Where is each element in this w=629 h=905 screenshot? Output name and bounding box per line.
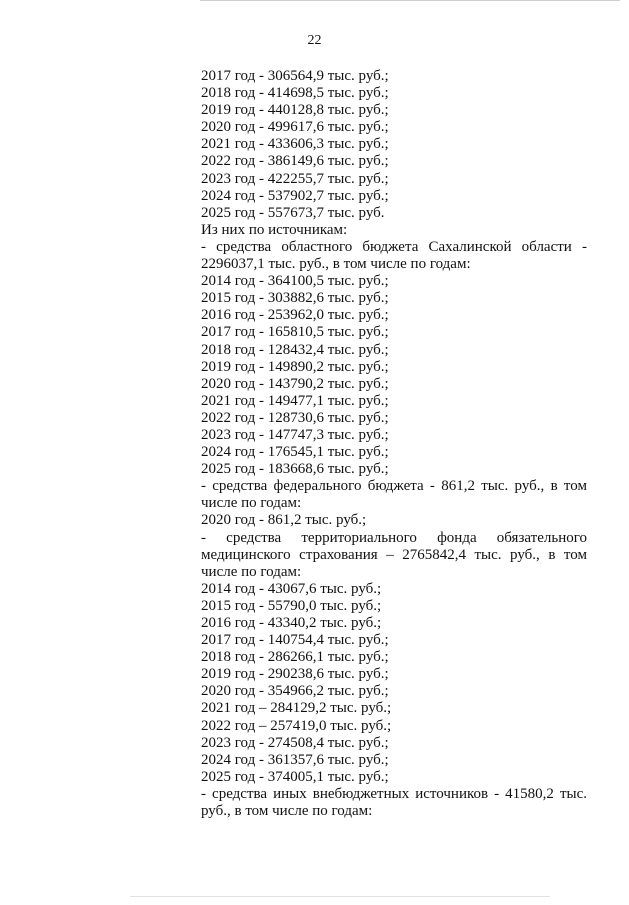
tfoms-years-list <box>201 581 587 786</box>
federal-years-list <box>201 512 587 529</box>
year-line: 2022 год - 386149,6 тыс. руб.; <box>201 153 389 170</box>
year-line: 2024 год - 361357,6 тыс. руб.; <box>201 751 389 768</box>
scan-edge-bottom <box>130 896 550 897</box>
regional-budget-paragraph: - средства областного бюджета Сахалинской области - 2296037,1 тыс. руб., в том числе по годам: <box>201 238 587 273</box>
year-line: 2019 год - 149890,2 тыс. руб.; <box>201 358 389 375</box>
year-line: 2019 год - 440128,8 тыс. руб.; <box>201 102 389 119</box>
year-line: 2021 год - 149477,1 тыс. руб.; <box>201 392 389 409</box>
year-line: 2015 год - 303882,6 тыс. руб.; <box>201 290 389 307</box>
year-line: 2014 год - 43067,6 тыс. руб.; <box>201 580 382 597</box>
year-line: 2021 год – 284129,2 тыс. руб.; <box>201 700 392 717</box>
year-line: 2020 год - 861,2 тыс. руб.; <box>201 512 367 529</box>
scan-edge-top <box>200 0 620 1</box>
year-line: 2023 год - 422255,7 тыс. руб.; <box>201 170 389 187</box>
year-line: 2016 год - 253962,0 тыс. руб.; <box>201 307 389 324</box>
year-line: 2022 год - 128730,6 тыс. руб.; <box>201 409 389 426</box>
year-line: 2017 год - 140754,4 тыс. руб.; <box>201 632 389 649</box>
year-line: 2020 год - 354966,2 тыс. руб.; <box>201 683 389 700</box>
year-line: 2024 год - 176545,1 тыс. руб.; <box>201 444 389 461</box>
year-line: 2018 год - 128432,4 тыс. руб.; <box>201 341 389 358</box>
year-line: 2025 год - 374005,1 тыс. руб.; <box>201 768 389 785</box>
year-line: 2018 год - 414698,5 тыс. руб.; <box>201 85 389 102</box>
year-line: 2021 год - 433606,3 тыс. руб.; <box>201 136 389 153</box>
year-line: 2019 год - 290238,6 тыс. руб.; <box>201 666 389 683</box>
year-line: 2018 год - 286266,1 тыс. руб.; <box>201 649 389 666</box>
year-line: 2022 год – 257419,0 тыс. руб.; <box>201 717 392 734</box>
year-line: 2025 год - 183668,6 тыс. руб.; <box>201 461 389 478</box>
year-line: 2020 год - 143790,2 тыс. руб.; <box>201 375 389 392</box>
year-line: 2023 год - 274508,4 тыс. руб.; <box>201 734 389 751</box>
sources-heading: Из них по источникам: <box>201 221 348 238</box>
regional-years-list <box>201 273 587 478</box>
page-number: 22 <box>307 33 322 48</box>
year-line: 2015 год - 55790,0 тыс. руб.; <box>201 597 382 614</box>
page-content <box>201 68 587 820</box>
year-line: 2016 год - 43340,2 тыс. руб.; <box>201 615 382 631</box>
year-line: 2017 год - 306564,9 тыс. руб.; <box>201 68 389 84</box>
year-line: 2017 год - 165810,5 тыс. руб.; <box>201 324 389 341</box>
year-line: 2014 год - 364100,5 тыс. руб.; <box>201 273 389 290</box>
year-line: 2020 год - 499617,6 тыс. руб.; <box>201 119 389 136</box>
funding-years-list <box>201 68 587 222</box>
other-sources-paragraph: - средства иных внебюджетных источников - 41580,2 тыс. руб., в том числе по годам: <box>201 785 587 820</box>
year-line: 2024 год - 537902,7 тыс. руб.; <box>201 187 389 204</box>
year-line: 2023 год - 147747,3 тыс. руб.; <box>201 426 389 443</box>
tfoms-paragraph: - средства территориального фонда обязательного медицинского страхования – 2765842,4 тыс. руб., в том числе по годам: <box>201 529 587 580</box>
federal-budget-paragraph: - средства федерального бюджета - 861,2 тыс. руб., в том числе по годам: <box>201 478 587 512</box>
year-line: 2025 год - 557673,7 тыс. руб. <box>201 204 385 221</box>
